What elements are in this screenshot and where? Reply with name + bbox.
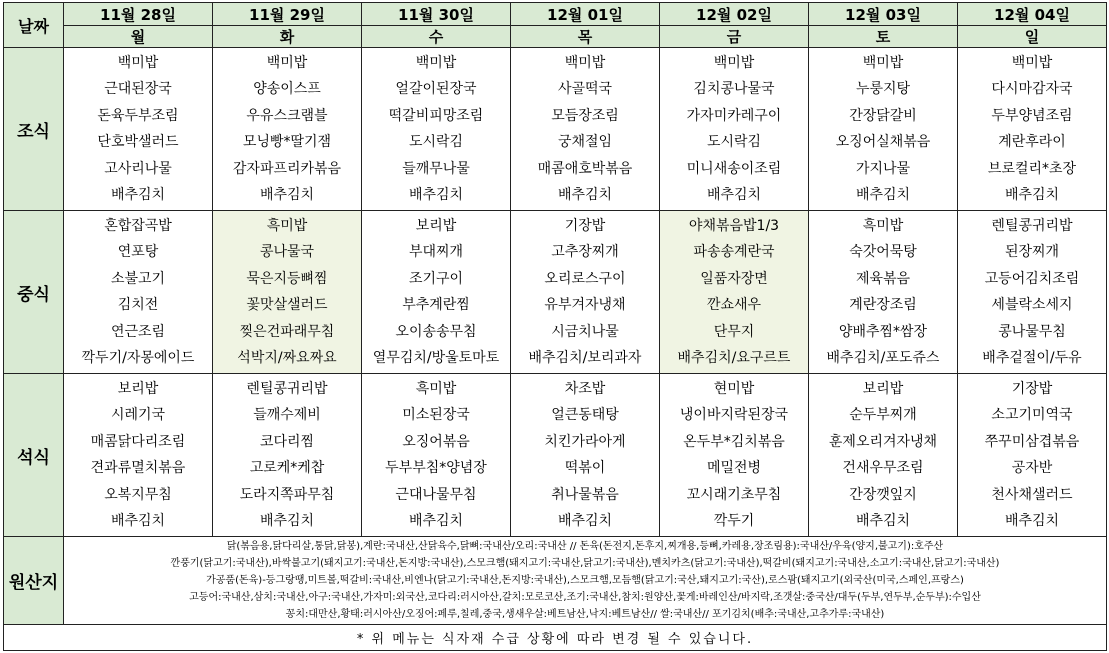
- menu-cell: [660, 48, 809, 211]
- menu-item: 두부부침*양념장: [385, 460, 487, 476]
- menu-item: 매콤애호박볶음: [537, 160, 633, 177]
- menu-item: 코다리찜: [259, 433, 315, 450]
- menu-item: 배추김치: [110, 187, 166, 203]
- meal-menu-table: [3, 2, 1107, 651]
- weekday-cell: 일: [958, 26, 1107, 48]
- menu-item: 백미밥: [415, 54, 457, 71]
- menu-item: 배추김치: [855, 187, 911, 203]
- weekday-row: [4, 26, 1107, 48]
- menu-item: 배추김치: [1004, 187, 1060, 203]
- menu-item: 백미밥: [266, 54, 308, 71]
- menu-item: 백미밥: [117, 54, 159, 71]
- menu-item: 미니새송이조림: [686, 160, 782, 177]
- weekday-cell: 수: [362, 26, 511, 48]
- menu-item: 배추김치: [259, 187, 315, 203]
- menu-item: 훈제오리겨자냉채: [828, 433, 938, 450]
- menu-item: 콩나물무침: [998, 323, 1066, 340]
- menu-item: 메밀전병: [706, 460, 762, 476]
- menu-item: 단호박샐러드: [97, 134, 179, 150]
- menu-item: 깍두기: [713, 513, 755, 529]
- menu-item: 고등어김치조림: [984, 270, 1080, 287]
- menu-item: 배추김치: [1004, 513, 1060, 529]
- menu-item: 렌틸콩귀리밥: [991, 217, 1073, 234]
- menu-item: 떡갈비피망조림: [388, 107, 484, 124]
- date-cell: 12월 04일: [958, 3, 1107, 26]
- menu-item: 매콤닭다리조림: [90, 433, 186, 450]
- menu-item: 배추겉절이/두유: [982, 350, 1082, 366]
- menu-item: 유부겨자냉채: [544, 297, 626, 313]
- menu-item: 계란후라이: [998, 134, 1066, 150]
- menu-item: 누룽지탕: [855, 81, 911, 97]
- menu-item: 찢은건파래무침: [239, 323, 335, 340]
- menu-item: 오복지무침: [104, 486, 172, 503]
- menu-item: 얼갈이된장국: [395, 81, 477, 97]
- menu-item: 세블락소세지: [991, 297, 1073, 313]
- menu-item: 양배추찜*쌈장: [838, 323, 928, 340]
- menu-item: 흑미밥: [266, 217, 308, 234]
- menu-item: 오징어볶음: [402, 433, 470, 450]
- menu-item: 들깨수제비: [253, 407, 321, 423]
- menu-cell: [64, 374, 213, 537]
- menu-cell: [64, 211, 213, 374]
- menu-cell: [64, 48, 213, 211]
- menu-cell: [362, 374, 511, 537]
- menu-item: 브로컬리*초장: [987, 160, 1077, 177]
- menu-item: 치킨가라아게: [544, 433, 626, 450]
- meal-label: 석식: [4, 374, 64, 537]
- menu-item: 들깨무나물: [402, 160, 470, 177]
- menu-item: 순두부찌개: [849, 407, 917, 423]
- menu-item: 모닝빵*딸기잼: [242, 134, 332, 150]
- menu-item: 온두부*김치볶음: [683, 433, 785, 450]
- menu-item: 간장닭갈비: [849, 107, 917, 124]
- weekday-cell: 화: [213, 26, 362, 48]
- menu-item: 배추김치: [557, 187, 613, 203]
- menu-item: 근대된장국: [104, 81, 172, 97]
- menu-item: 도시락김: [706, 134, 762, 150]
- menu-item: 감자파프리카볶음: [232, 160, 342, 177]
- menu-item: 배추김치: [855, 513, 911, 529]
- menu-cell: [809, 374, 958, 537]
- date-cell: 11월 28일: [64, 3, 213, 26]
- menu-item: 오리로스구이: [544, 270, 626, 287]
- menu-item: 숙갓어묵탕: [849, 244, 917, 260]
- menu-item: 다시마감자국: [991, 81, 1073, 97]
- menu-item: 흑미밥: [862, 217, 904, 234]
- menu-item: 돈육두부조림: [97, 107, 179, 124]
- menu-item: 근대나물무침: [395, 486, 477, 503]
- menu-cell: [511, 211, 660, 374]
- menu-item: 얼큰동태탕: [551, 407, 619, 423]
- menu-item: 콩나물국: [259, 244, 315, 260]
- menu-item: 간장깻잎지: [849, 486, 917, 503]
- menu-item: 김치콩나물국: [693, 81, 775, 97]
- menu-item: 연포탕: [117, 244, 159, 260]
- menu-item: 공자반: [1011, 460, 1053, 476]
- menu-item: 배추김치: [706, 187, 762, 203]
- menu-item: 도라지쪽파무침: [239, 486, 335, 503]
- menu-cell: [362, 48, 511, 211]
- menu-item: 떡볶이: [564, 460, 606, 476]
- menu-item: 단무지: [713, 323, 755, 340]
- menu-cell: [511, 374, 660, 537]
- menu-item: 부대찌개: [408, 244, 464, 260]
- meal-label: 중식: [4, 211, 64, 374]
- menu-item: 꽃맛살샐러드: [246, 297, 328, 313]
- menu-item: 배추김치/요구르트: [677, 350, 791, 366]
- date-cell: 12월 01일: [511, 3, 660, 26]
- menu-cell: [809, 211, 958, 374]
- menu-cell: [213, 211, 362, 374]
- origin-line: 깐풍기(닭고기:국내산),바싹불고기(돼지고기:국내산,돈지방:국내산),스모크햄(돼지고기:국내산,닭고기:국내산),멘치카츠(닭고기:국내산),떡갈비(돼지고기:국내산,소고기:국내산,닭고기:국내산): [170, 558, 1000, 569]
- meal-row-lunch: [4, 211, 1107, 374]
- menu-item: 보리밥: [415, 217, 457, 234]
- menu-cell: [809, 48, 958, 211]
- menu-item: 고사리나물: [104, 160, 172, 177]
- weekday-cell: 목: [511, 26, 660, 48]
- meal-label: 조식: [4, 48, 64, 211]
- menu-item: 렌틸콩귀리밥: [246, 380, 328, 397]
- menu-item: 야채볶음밥1/3: [688, 217, 780, 234]
- menu-item: 쭈꾸미삼겹볶음: [984, 433, 1080, 450]
- menu-item: 꼬시래기초무침: [686, 486, 782, 503]
- origin-row: [4, 537, 1107, 625]
- menu-item: 고로케*케찹: [249, 460, 325, 476]
- menu-item: 석박지/짜요짜요: [237, 350, 337, 366]
- menu-item: 보리밥: [117, 380, 159, 397]
- menu-item: 시레기국: [110, 407, 166, 423]
- menu-item: 배추김치/보리과자: [528, 350, 642, 366]
- menu-item: 배추김치: [557, 513, 613, 529]
- menu-item: 배추김치/포도쥬스: [826, 350, 940, 366]
- date-row: [4, 3, 1107, 26]
- menu-item: 두부양념조림: [991, 107, 1073, 124]
- menu-item: 혼합잡곡밥: [104, 217, 172, 234]
- menu-item: 시금치나물: [551, 323, 619, 340]
- menu-item: 현미밥: [713, 380, 755, 397]
- menu-item: 가지나물: [855, 160, 911, 177]
- menu-item: 보리밥: [862, 380, 904, 397]
- menu-item: 취나물볶음: [551, 486, 619, 503]
- menu-item: 배추김치: [408, 513, 464, 529]
- menu-item: 파송송계란국: [693, 244, 775, 260]
- menu-cell: [213, 374, 362, 537]
- menu-item: 묵은지등뼈찜: [246, 270, 328, 287]
- menu-item: 도시락김: [408, 134, 464, 150]
- menu-cell: [511, 48, 660, 211]
- menu-item: 백미밥: [713, 54, 755, 71]
- menu-item: 흑미밥: [415, 380, 457, 397]
- menu-item: 제육볶음: [855, 270, 911, 287]
- menu-item: 기장밥: [1011, 380, 1053, 397]
- menu-item: 계란장조림: [849, 297, 917, 313]
- menu-item: 소불고기: [110, 270, 166, 287]
- menu-item: 연근조림: [110, 323, 166, 340]
- date-label: 날짜: [4, 3, 64, 48]
- menu-item: 깐쇼새우: [706, 297, 762, 313]
- date-cell: 11월 29일: [213, 3, 362, 26]
- origin-line: 닭(볶음용,닭다리살,통닭,닭봉),계란:국내산,산닭육수,닭뼈:국내산/오리:국내산 // 돈육(돈전지,돈후지,찌개용,등뼈,카레용,장조림용):국내산/우육(양지,불고기):호주산: [226, 541, 944, 552]
- menu-cell: [958, 48, 1107, 211]
- notice-row: [4, 625, 1107, 651]
- origin-info: [64, 537, 1107, 625]
- origin-label: 원산지: [4, 537, 64, 625]
- menu-item: 기장밥: [564, 217, 606, 234]
- menu-cell: [958, 374, 1107, 537]
- menu-cell: [958, 211, 1107, 374]
- menu-item: 일품자장면: [700, 270, 768, 287]
- meal-row-breakfast: [4, 48, 1107, 211]
- menu-cell: [660, 374, 809, 537]
- menu-change-notice: * 위 메뉴는 식자재 수급 상황에 따라 변경 될 수 있습니다.: [4, 625, 1107, 651]
- menu-item: 모듬장조림: [551, 107, 619, 124]
- menu-item: 천사채샐러드: [991, 486, 1073, 503]
- menu-item: 사골떡국: [557, 81, 613, 97]
- menu-item: 우유스크램블: [246, 107, 328, 124]
- meal-row-dinner: [4, 374, 1107, 537]
- menu-item: 백미밥: [862, 54, 904, 71]
- menu-item: 소고기미역국: [991, 407, 1073, 423]
- date-cell: 12월 02일: [660, 3, 809, 26]
- menu-item: 건새우무조림: [842, 460, 924, 476]
- menu-cell: [660, 211, 809, 374]
- menu-item: 오징어실채볶음: [835, 134, 931, 150]
- menu-item: 차조밥: [564, 380, 606, 397]
- origin-line: 가공품(돈육)-등그랑땡,미트볼,떡갈비:국내산,비엔나(닭고기:국내산,돈지방:국내산),스모크햄,모듬햄(닭고기:국산,돼지고기:국산),로스팜(돼지고기(외국산(미국,스페인,프랑스): [206, 575, 964, 586]
- date-cell: 11월 30일: [362, 3, 511, 26]
- date-cell: 12월 03일: [809, 3, 958, 26]
- weekday-cell: 금: [660, 26, 809, 48]
- menu-item: 백미밥: [564, 54, 606, 71]
- menu-item: 궁채절임: [557, 134, 613, 150]
- menu-item: 백미밥: [1011, 54, 1053, 71]
- menu-item: 미소된장국: [402, 407, 470, 423]
- menu-item: 가자미카레구이: [686, 107, 782, 124]
- menu-item: 양송이스프: [253, 81, 321, 97]
- menu-item: 오이송송무침: [395, 323, 477, 340]
- menu-item: 배추김치: [408, 187, 464, 203]
- weekday-cell: 토: [809, 26, 958, 48]
- menu-item: 깍두기/자몽에이드: [81, 350, 195, 366]
- menu-item: 배추김치: [110, 513, 166, 529]
- origin-line: 꽁치:대만산,황태:러시아산/오징어:페루,칠레,중국,생새우살:베트남산,낙지:베트남산// 쌀:국내산// 포기김치(배추:국내산,고추가루:국내산): [285, 609, 885, 620]
- menu-item: 견과류멸치볶음: [90, 460, 186, 476]
- menu-item: 김치전: [117, 297, 159, 313]
- menu-item: 부추계란찜: [402, 297, 470, 313]
- menu-cell: [362, 211, 511, 374]
- origin-line: 고등어:국내산,삼치:국내산,아구:국내산,가자미:외국산,코다리:러시아산,갈치:모로코산,조기:국내산,참치:원양산,꽃게:바레인산/바지락,조갯살:중국산/대두(두부,연두부,순두부):수입산: [189, 592, 981, 603]
- menu-item: 고추장찌개: [551, 244, 619, 260]
- menu-item: 열무김치/방울토마토: [372, 350, 500, 366]
- menu-item: 배추김치: [259, 513, 315, 529]
- menu-item: 된장찌개: [1004, 244, 1060, 260]
- weekday-cell: 월: [64, 26, 213, 48]
- menu-item: 조기구이: [408, 270, 464, 287]
- menu-item: 냉이바지락된장국: [679, 407, 789, 423]
- menu-cell: [213, 48, 362, 211]
